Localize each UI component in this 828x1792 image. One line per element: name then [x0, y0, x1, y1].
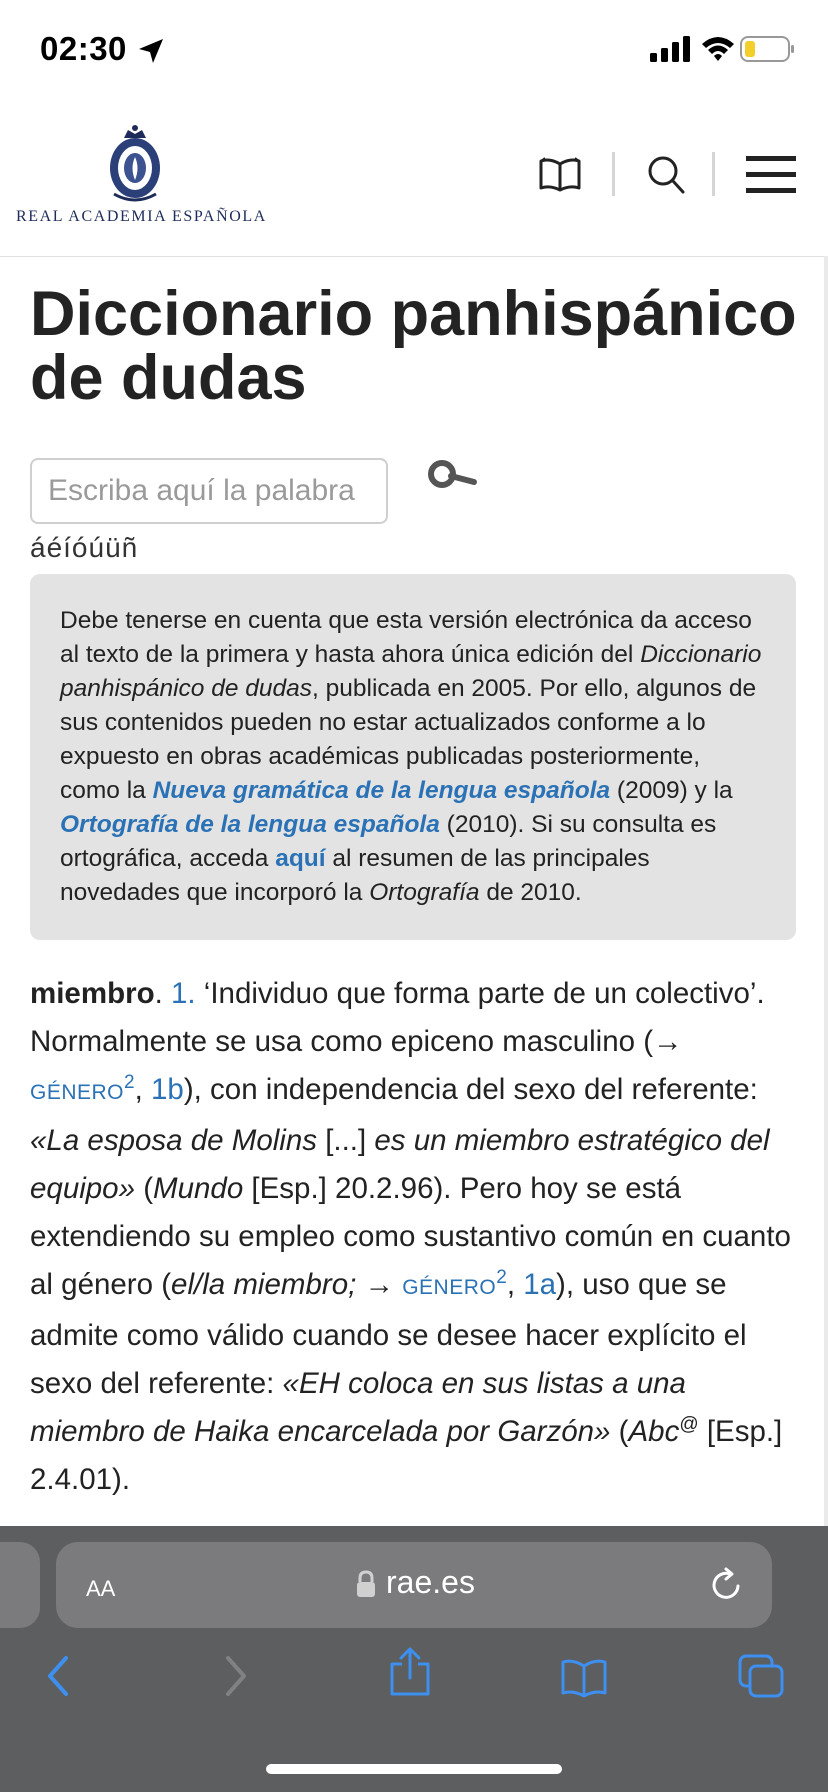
entry-text: [Esp.] 20.2.96). Pero hoy se está extendiendo su empleo como sustantivo común en cuanto al género ( [30, 1172, 791, 1301]
status-time: 02:30 [40, 30, 127, 67]
dictionary-book-icon[interactable] [538, 156, 582, 192]
link-nueva-gramatica[interactable]: Nueva gramática de la lengua española [152, 777, 611, 804]
hamburger-menu-icon[interactable] [746, 156, 796, 194]
entry-headword: miembro [30, 977, 155, 1010]
battery-icon [740, 36, 796, 62]
bookmarks-icon[interactable] [560, 1658, 608, 1698]
entry-example: es un miembro estratégico del equipo» [30, 1124, 770, 1205]
notice-italic: Diccionario panhispánico de dudas [60, 641, 762, 702]
link-aqui[interactable]: aquí [275, 845, 326, 872]
entry-text: → [356, 1268, 403, 1301]
entry-text: ( [610, 1415, 629, 1448]
header-divider [612, 152, 615, 196]
entry-text: , [134, 1073, 151, 1106]
search-icon[interactable] [646, 154, 686, 196]
entry-text: [...] [317, 1124, 375, 1157]
ref-link-1b[interactable]: 1b [151, 1073, 184, 1106]
ref-link-1a[interactable]: 1a [523, 1268, 557, 1301]
ref-link-label[interactable]: GÉNERO [402, 1276, 497, 1299]
address-bar[interactable] [56, 1542, 772, 1628]
previous-tab-preview[interactable] [0, 1542, 40, 1628]
entry-superscript: @ [679, 1414, 699, 1436]
home-indicator[interactable] [266, 1764, 562, 1774]
entry-text: , [506, 1268, 524, 1301]
rae-crest-logo[interactable] [100, 124, 170, 206]
notice-text: de 2010. [479, 879, 582, 906]
reload-icon[interactable] [708, 1566, 744, 1604]
sense-number-link[interactable]: 1. [171, 977, 196, 1010]
location-arrow-icon [136, 36, 166, 66]
site-name: REAL ACADEMIA ESPAÑOLA [16, 208, 267, 225]
dictionary-entry [30, 970, 802, 1504]
accent-characters[interactable]: áéíóúüñ [30, 532, 139, 563]
search-input[interactable] [30, 458, 388, 524]
page-title: Diccionario panhispánico de dudas [30, 279, 797, 413]
entry-source: Mundo [153, 1172, 244, 1205]
ref-link-label[interactable]: GÉNERO [30, 1081, 125, 1104]
page-scrollbar[interactable] [824, 256, 828, 1526]
share-icon[interactable] [388, 1646, 432, 1698]
entry-text: [Esp.] 2.4.01). [30, 1415, 783, 1496]
ref-link-genero[interactable] [30, 1073, 135, 1106]
header-divider [712, 152, 715, 196]
entry-example: «La esposa de Molins [30, 1124, 317, 1157]
forward-chevron-icon[interactable] [222, 1654, 250, 1698]
entry-text: ‘Individuo que forma parte de un colectivo’. Normalmente se usa como epiceno masculino (→ [30, 977, 765, 1058]
ref-superscript[interactable]: 2 [124, 1072, 135, 1094]
notice-text: Debe tenerse en cuenta que esta versión electrónica da acceso al texto de la primera y hasta ahora única edición del [60, 607, 752, 668]
cellular-signal-icon [650, 36, 694, 62]
site-header [0, 100, 828, 257]
entry-text: . [154, 977, 171, 1010]
lock-icon [356, 1570, 376, 1598]
notice-italic: Ortografía [369, 879, 480, 906]
entry-text: ), con independencia del sexo del referente: [183, 1073, 758, 1106]
entry-text: ( [135, 1172, 154, 1205]
notice-text: al resumen de las principales novedades que incorporó la [60, 845, 650, 906]
back-chevron-icon[interactable] [44, 1654, 72, 1698]
text-size-button[interactable] [86, 1570, 115, 1604]
entry-example: el/la miembro; [171, 1268, 357, 1301]
text-size-label[interactable]: AA [86, 1576, 116, 1601]
entry-example: «EH coloca en sus listas a una miembro de Haika encarcelada por Garzón» [30, 1367, 686, 1448]
entry-source: Abc [628, 1415, 680, 1448]
entry-text: ), uso que se admite como válido cuando se desee hacer explícito el sexo del referente: [30, 1268, 747, 1400]
notice-box [30, 574, 796, 940]
notice-text: (2009) y la [610, 777, 733, 804]
notice-text: (2010). Si su consulta es ortográfica, acceda [60, 811, 717, 872]
search-key-icon[interactable] [426, 456, 478, 496]
wifi-icon [700, 33, 736, 63]
ref-superscript[interactable]: 2 [496, 1267, 507, 1289]
tabs-icon[interactable] [738, 1654, 784, 1698]
link-ortografia[interactable]: Ortografía de la lengua española [60, 811, 440, 838]
ref-link-genero-2[interactable] [402, 1268, 507, 1301]
url-text[interactable]: rae.es [386, 1564, 475, 1600]
notice-text: , publicada en 2005. Por ello, algunos de sus contenidos pueden no estar actualizados conforme a lo expuesto en obras académicas publicadas posteriormente, como la [60, 675, 757, 804]
status-bar [0, 0, 828, 100]
